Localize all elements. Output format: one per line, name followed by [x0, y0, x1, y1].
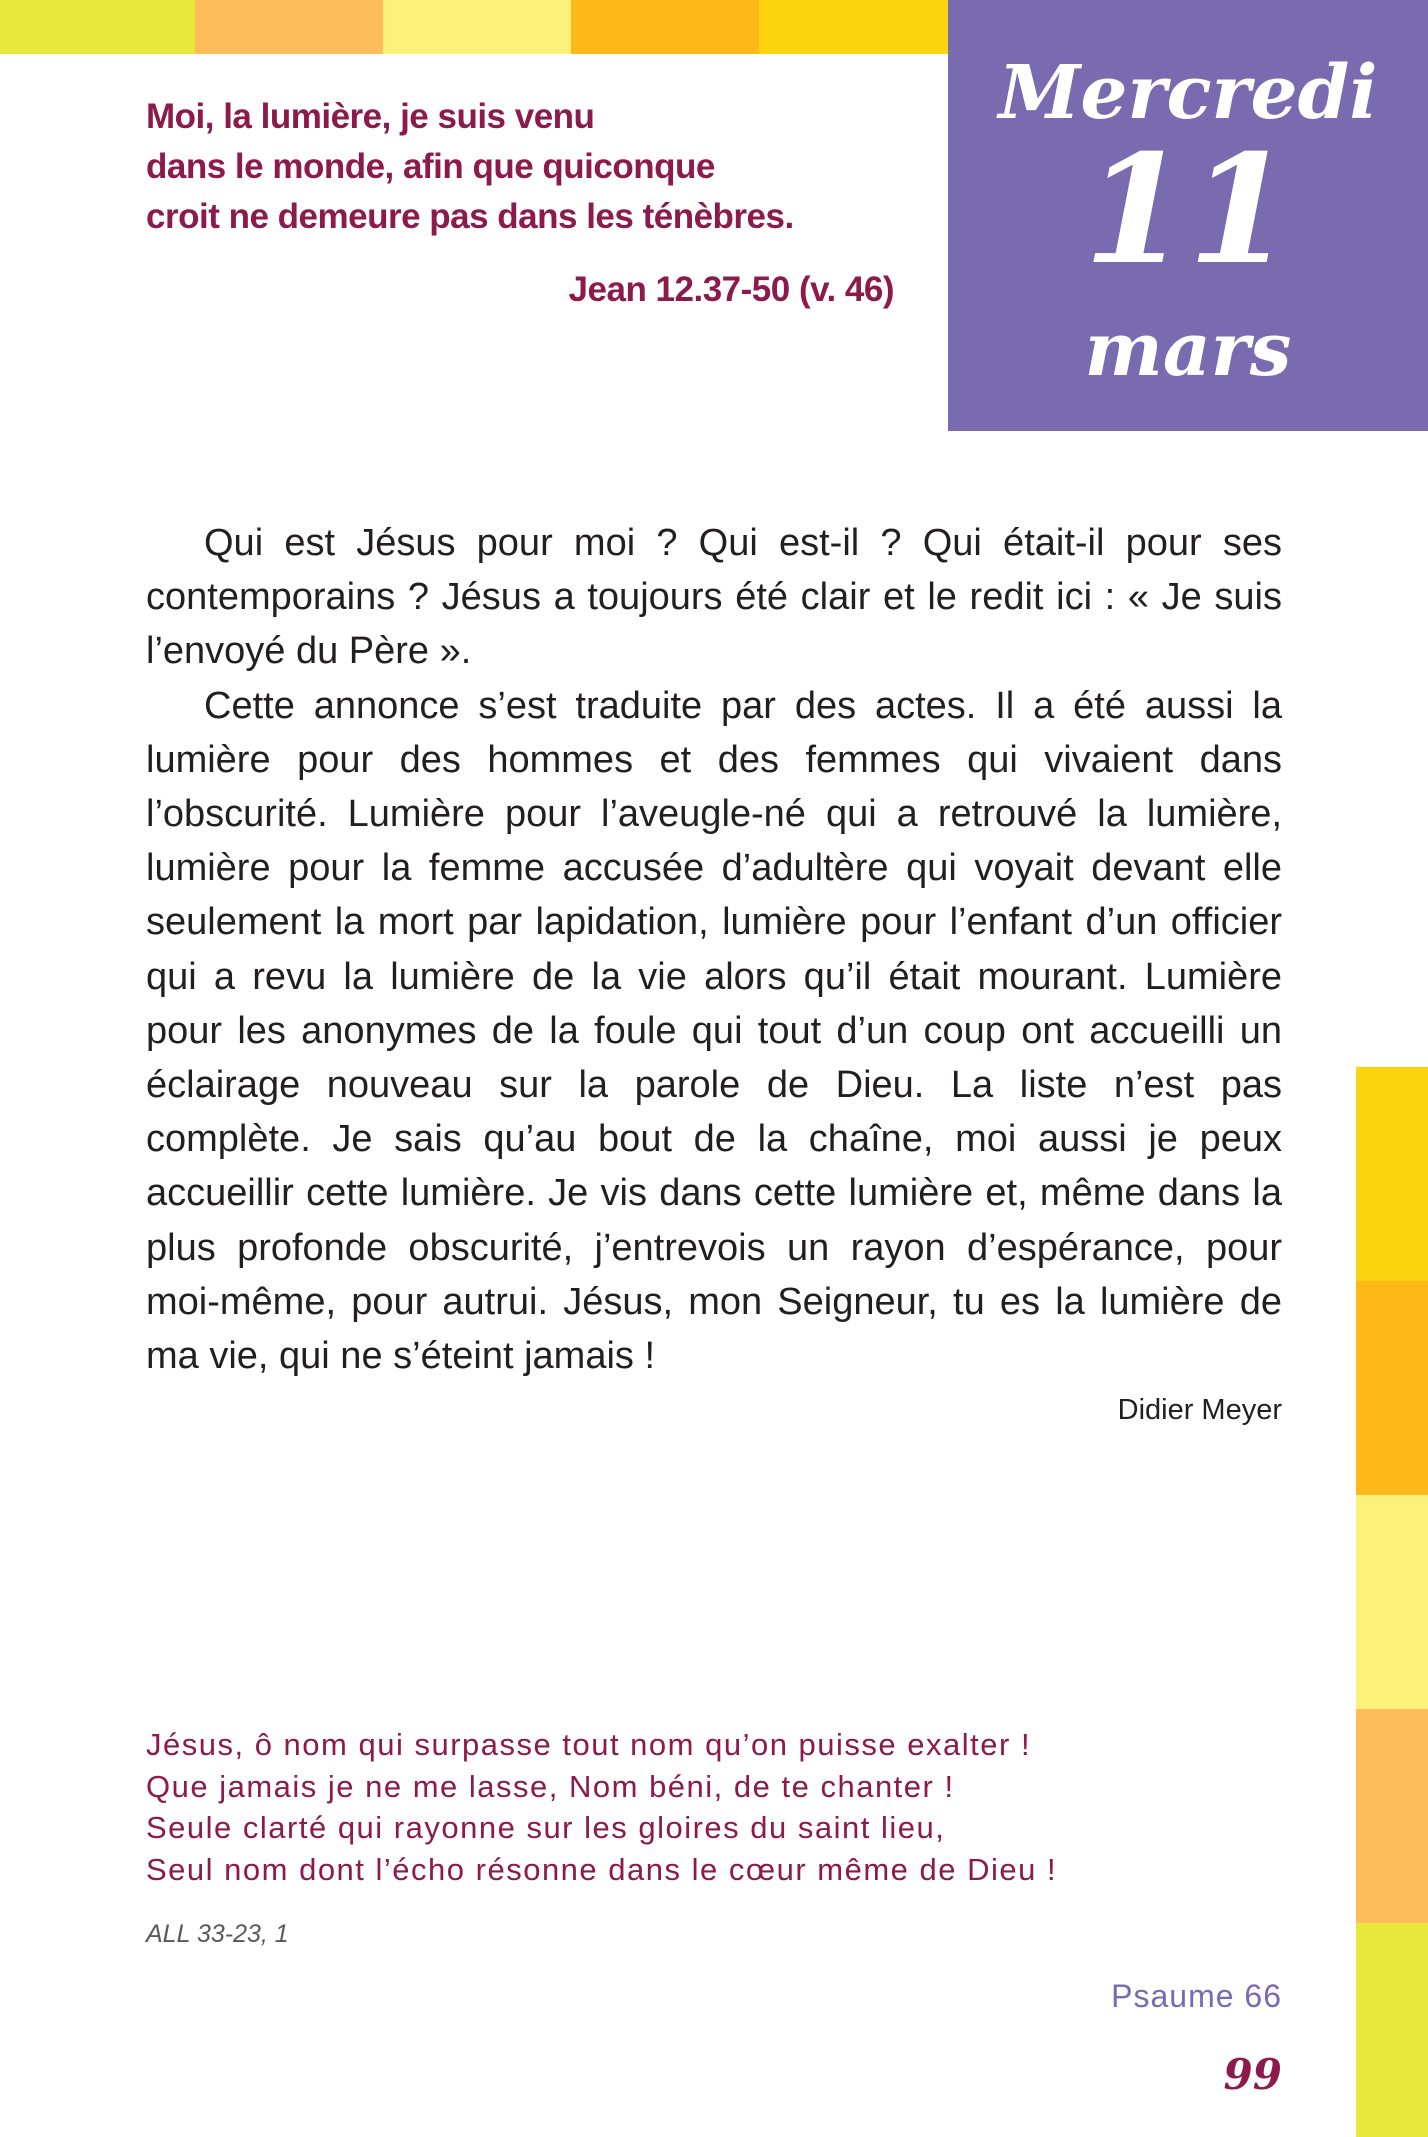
date-weekday: Mercredi — [998, 50, 1378, 136]
top-bar-segment — [759, 0, 948, 54]
side-strip-segment — [1356, 1923, 1428, 2137]
date-day: 11 — [1083, 122, 1293, 298]
date-month: mars — [1084, 307, 1292, 393]
side-color-strip — [1356, 1067, 1428, 2137]
psalm-reference: Psaume 66 — [1111, 1978, 1282, 2014]
paragraph: Qui est Jésus pour moi ? Qui est-il ? Qui était-il pour ses contemporains ? Jésus a toujours été clair et le redit ici : « Je suis l’envoyé du Père ». — [146, 522, 1282, 673]
verse-reference: Jean 12.37-50 (v. 46) — [568, 270, 894, 309]
side-strip-segment — [1356, 1495, 1428, 1709]
hymn-line: Jésus, ô nom qui surpasse tout nom qu’on puisse exalter ! — [146, 1727, 1032, 1762]
hymn-stanza — [146, 1724, 1146, 1890]
verse-quote — [146, 92, 906, 242]
side-strip-segment — [1356, 1067, 1428, 1281]
hymn-reference: ALL 33-23, 1 — [146, 1920, 289, 1948]
meditation-text — [146, 516, 1282, 1383]
top-bar-segment — [383, 0, 571, 54]
top-bar-segment — [0, 0, 195, 54]
hymn-line: Que jamais je ne me lasse, Nom béni, de te chanter ! — [146, 1768, 955, 1804]
verse-line: Moi, la lumière, je suis venu — [146, 97, 595, 136]
verse-line: dans le monde, afin que quiconque — [146, 147, 715, 186]
verse-line: croit ne demeure pas dans les ténèbres. — [146, 197, 794, 236]
author-name: Didier Meyer — [1117, 1394, 1282, 1426]
hymn-line: Seul nom dont l’écho résonne dans le cœur même de Dieu ! — [146, 1851, 1058, 1887]
paragraph: Cette annonce s’est traduite par des actes. Il a été aussi la lumière pour des hommes et des femmes qui vivaient dans l’obscurité. Lumière pour l’aveugle-né qui a retrouvé la lumière, lumière pour la femme accusée d’adultère qui voyait devant elle seulement la mort par lapidation, lumière pour l’enfant d’un officier qui a revu la lumière de la vie alors qu’il était mourant. Lumière pour les anonymes de la foule qui tout d’un coup ont accueilli un éclairage nouveau sur la parole de Dieu. La liste n’est pas complète. Je sais qu’au bout de la chaîne, moi aussi je peux accueillir cette lumière. Je vis dans cette lumière et, même dans la plus profonde obscurité, j’entrevois un rayon d’espérance, pour moi-même, pour autrui. Jésus, mon Seigneur, tu es la lumière de ma vie, qui ne s’éteint jamais ! — [146, 684, 1282, 1378]
hymn-line: Seule clarté qui rayonne sur les gloires du saint lieu, — [146, 1810, 946, 1845]
side-strip-segment — [1356, 1709, 1428, 1923]
side-strip-segment — [1356, 1281, 1428, 1495]
top-color-bar — [0, 0, 948, 54]
top-bar-segment — [571, 0, 759, 54]
top-bar-segment — [195, 0, 383, 54]
date-box — [948, 0, 1428, 431]
page-number: 99 — [1223, 2050, 1282, 2099]
